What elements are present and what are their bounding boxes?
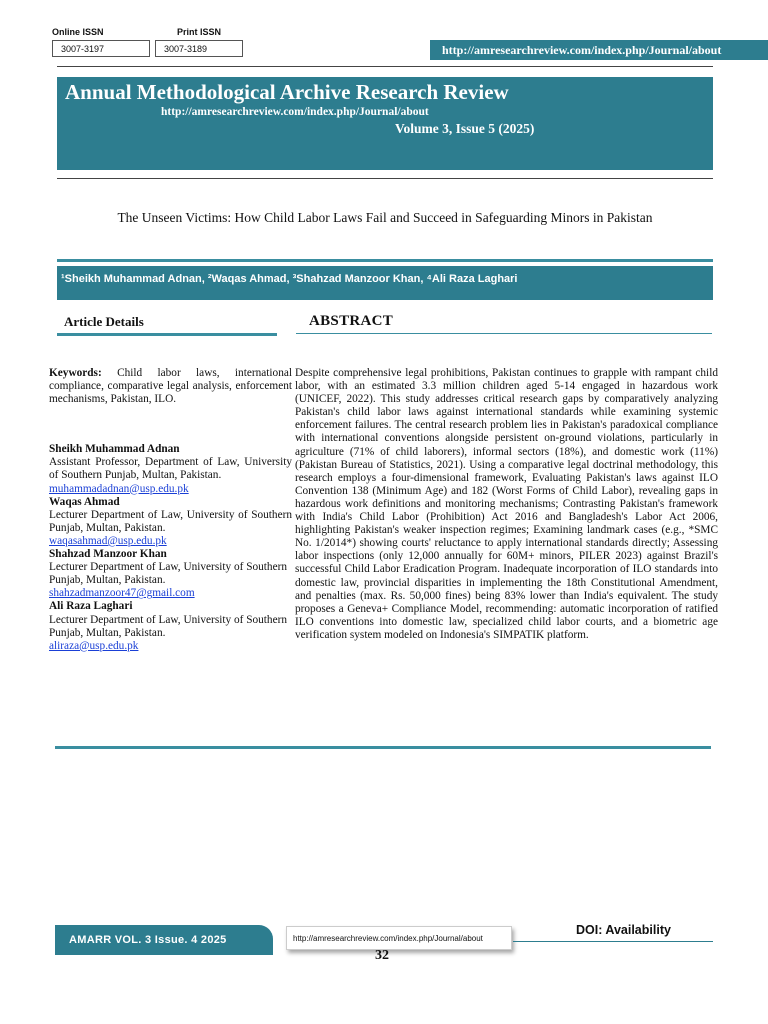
author-name: Ali Raza Laghari xyxy=(49,600,133,613)
footer-journal-info: AMARR VOL. 3 Issue. 4 2025 xyxy=(55,925,273,955)
top-journal-url[interactable]: http://amresearchreview.com/index.php/Journal/about xyxy=(430,40,768,60)
paper-title: The Unseen Victims: How Child Labor Laws Fail and Succeed in Safeguarding Minors in Pakistan xyxy=(117,210,653,225)
article-details-underline xyxy=(57,333,277,336)
article-details-column xyxy=(49,367,292,653)
author-name: Waqas Ahmad xyxy=(49,495,120,508)
author-email-link[interactable]: muhammadadnan@usp.edu.pk xyxy=(49,482,189,495)
footer-doi-rule xyxy=(513,941,713,942)
abstract-heading: ABSTRACT xyxy=(309,313,394,329)
online-issn-label: Online ISSN xyxy=(52,27,104,37)
author-affiliation: Assistant Professor, Department of Law, University of Southern Punjab, Multan, Pakistan. xyxy=(49,456,292,482)
abstract-underline xyxy=(296,333,712,334)
author-affiliation: Lecturer Department of Law, University of Southern Punjab, Multan, Pakistan. xyxy=(49,561,287,587)
footer-doi: DOI: Availability xyxy=(576,923,671,937)
abstract-bottom-divider xyxy=(55,746,711,749)
keywords-paragraph xyxy=(49,367,292,406)
print-issn-label: Print ISSN xyxy=(177,27,222,37)
footer-url[interactable]: http://amresearchreview.com/index.php/Journal/about xyxy=(286,926,512,950)
page-number: 32 xyxy=(375,948,389,963)
print-issn-value: 3007-3189 xyxy=(155,40,243,57)
header-rule xyxy=(57,66,713,67)
authors-bar: ¹Sheikh Muhammad Adnan, ²Waqas Ahmad, ³Shahzad Manzoor Khan, ⁴Ali Raza Laghari xyxy=(57,266,713,300)
author-affiliation: Lecturer Department of Law, University of Southern Punjab, Multan, Pakistan. xyxy=(49,508,292,534)
journal-banner xyxy=(57,77,713,170)
article-details-heading: Article Details xyxy=(64,314,144,329)
author-affiliation: Lecturer Department of Law, University of Southern Punjab, Multan, Pakistan. xyxy=(49,613,287,639)
author-name: Sheikh Muhammad Adnan xyxy=(49,443,180,456)
title-divider xyxy=(57,259,713,262)
author-email-link[interactable]: waqasahmad@usp.edu.pk xyxy=(49,534,167,547)
author-name: Shahzad Manzoor Khan xyxy=(49,548,167,561)
abstract-text: Despite comprehensive legal prohibitions, Pakistan continues to grapple with rampant child labor, with an estimated 3.3 million children aged 5-14 engaged in hazardous work (UNICEF, 2022). This study addresses critical research gaps by comparatively analyzing Pakistan's child labor laws against international standards while examining systemic enforcement failures. The central research problem lies in Pakistan's paradoxical compliance with international conventions alongside persistent on-ground violations, particularly in agriculture (71% of child laborers), informal sectors (18%), and domestic work (11%) (Pakistan Bureau of Statistics, 2021). Using a comparative legal doctrinal methodology, this research employs a four-dimensional framework, Evaluating Pakistan's laws against ILO Convention 138 (Minimum Age) and 182 (Worst Forms of Child Labor), revealing gaps in hazardous work definitions and monitoring mechanisms; Contrasting Pakistan's framework with India's Child Labor (Prohibition) Act 2016 and Bangladesh's Labor Act 2006, highlighting Pakistan's weaker inspection regimes; Examining landmark cases (e.g., *SMC No. 1/2014*) showing courts' reluctance to apply international standards directly; Assessing labor inspections (only 12,000 annually for 60M+ minors, PILER 2023) against Brazil's successful Child Labor Eradication Program. Inadequate incorporation of ILO standards into domestic law, provincial disparities in implementing the 18th Constitutional Amendment, and penalties (max. Rs. 50,000 fines) being 83% lower than India's equivalent. The study proposes a Geneva+ Compliance Model, recommending: automatic incorporation of ratified ILO conventions into domestic law, specialized child labor courts, and a biometric age verification system modeled on Indonesia's SIMPATIK platform. xyxy=(295,367,718,641)
volume-issue: Volume 3, Issue 5 (2025) xyxy=(395,121,535,136)
banner-bottom-rule xyxy=(57,178,713,179)
online-issn-value: 3007-3197 xyxy=(52,40,150,57)
keywords-label: Keywords: xyxy=(49,367,102,379)
journal-title: Annual Methodological Archive Research Review xyxy=(65,80,509,104)
banner-url[interactable]: http://amresearchreview.com/index.php/Journal/about xyxy=(161,106,429,118)
author-email-link[interactable]: shahzadmanzoor47@gmail.com xyxy=(49,587,195,600)
keywords-text: Child labor laws, international compliance, comparative legal analysis, enforcement mechanisms, Pakistan, ILO. xyxy=(49,367,293,406)
author-email-link[interactable]: aliraza@usp.edu.pk xyxy=(49,639,139,652)
